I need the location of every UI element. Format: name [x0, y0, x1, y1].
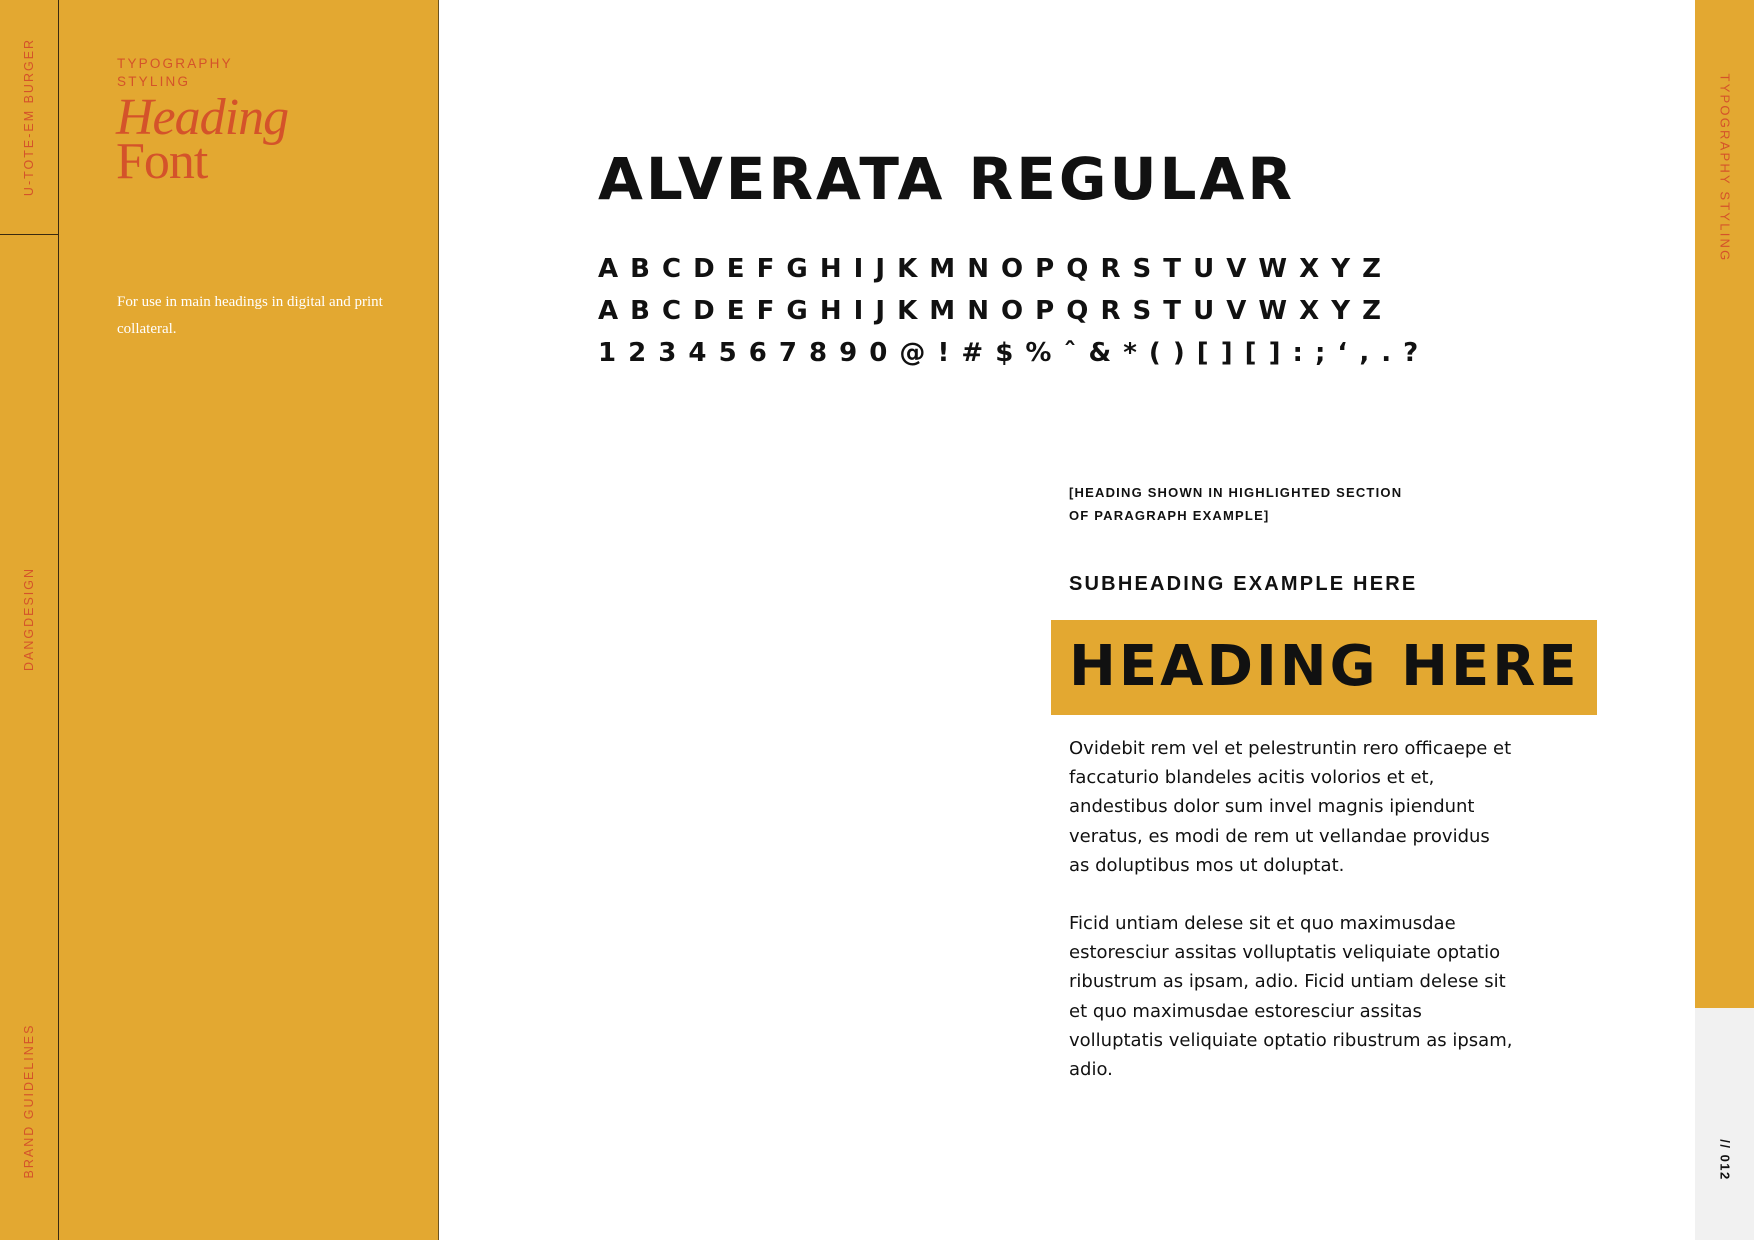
right-section-label: TYPOGRAPHY STYLING: [1717, 73, 1733, 263]
example-note-line-1: [HEADING SHOWN IN HIGHLIGHTED SECTION: [1069, 485, 1403, 500]
subheading-example: SUBHEADING EXAMPLE HERE: [1069, 573, 1418, 595]
strip-divider: [0, 234, 58, 235]
example-note: [1069, 481, 1402, 527]
example-note-line-2: OF PARAGRAPH EXAMPLE]: [1069, 508, 1270, 523]
studio-label: DANGDESIGN: [22, 566, 36, 672]
heading-highlight-box: [1051, 620, 1597, 715]
section-sidebar: [59, 0, 439, 1240]
document-label: BRAND GUIDELINES: [22, 1023, 36, 1179]
section-title-regular: Font: [116, 133, 208, 190]
heading-example: HEADING HERE: [1069, 634, 1580, 699]
body-paragraph-2: Ficid untiam delese sit et quo maximusdae estoresciur assitas volluptatis veliquiate optatio ribustrum as ipsam, adio. Ficid untiam delese sit et quo maximusdae estoresciur assitas volluptatis veliquiate optatio ribustrum as ipsam, adio.: [1069, 913, 1513, 1081]
page-number: // 012: [1717, 1139, 1733, 1181]
section-title: [116, 89, 289, 190]
font-name-heading: ALVERATA REGULAR: [598, 145, 1296, 213]
eyebrow-line-1: TYPOGRAPHY: [117, 56, 233, 71]
lowercase-glyph-row: A B C D E F G H I J K M N O P Q R S T U V W X Y Z: [598, 296, 1381, 326]
eyebrow-line-2: STYLING: [117, 74, 191, 89]
section-description: For use in main headings in digital and print collateral.: [117, 294, 383, 337]
page-number-tab: [1695, 1008, 1754, 1240]
body-paragraph-1: Ovidebit rem vel et pelestruntin rero officaepe et faccaturio blandeles acitis volorios et et, andestibus dolor sum invel magnis ipiendunt veratus, es modi de rem ut vellandae providus as doluptibus mos ut doluptat.: [1069, 738, 1512, 876]
section-title-italic: Heading: [116, 89, 289, 146]
section-eyebrow: [117, 55, 233, 91]
symbol-glyph-row: 1 2 3 4 5 6 7 8 9 0 @ ! # $ % ˆ & * ( ) [ ] [ ] : ; ‘ , . ?: [598, 338, 1419, 368]
brand-name-label: U-TOTE-EM BURGER: [22, 37, 36, 197]
uppercase-glyph-row: A B C D E F G H I J K M N O P Q R S T U V W X Y Z: [598, 254, 1381, 284]
